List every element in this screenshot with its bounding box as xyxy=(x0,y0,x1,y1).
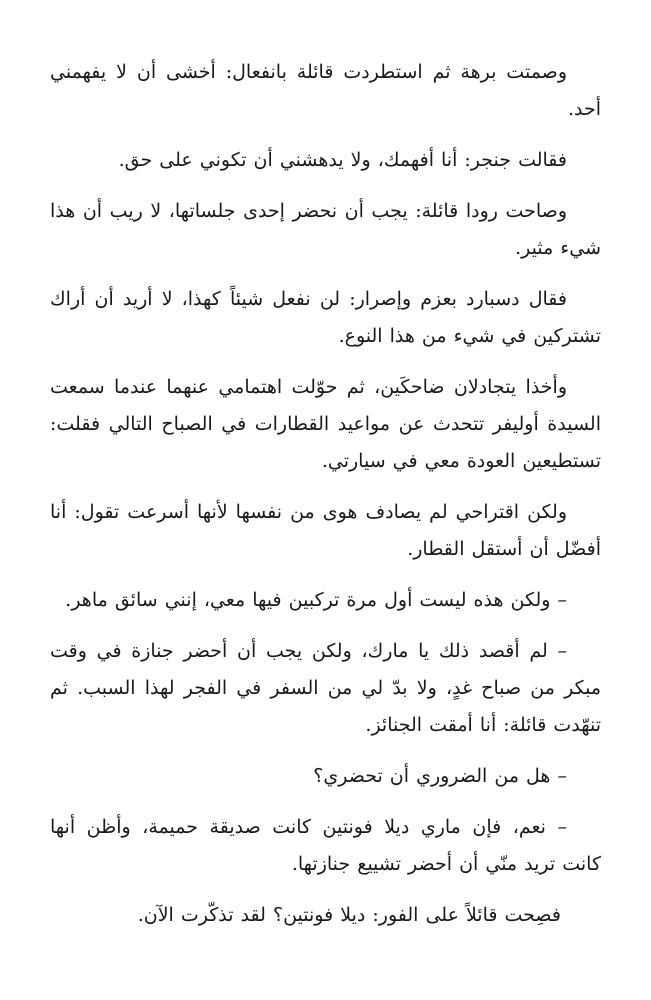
dialogue-line: – لم أقصد ذلك يا مارك، ولكن يجب أن أحضر جنازة في وقت مبكر من صباح غدٍ، ولا بدّ لي من السفر في الفجر لهذا السبب. ثم تنهّدت قائلة: أنا أمقت الجنائز. xyxy=(50,640,601,736)
dialogue-line: – نعم، فإن ماري ديلا فونتين كانت صديقة حميمة، وأظن أنها كانت تريد منّي أن أحضر تشييع جنازتها. xyxy=(50,816,601,875)
dialogue-line: – ولكن هذه ليست أول مرة تركبين فيها معي، إنني سائق ماهر. xyxy=(65,589,567,611)
paragraph: ولكن اقتراحي لم يصادف هوى من نفسها لأنها أسرعت تقول: أنا أفضّل أن أستقل القطار. xyxy=(50,501,601,560)
paragraph: وصاحت رودا قائلة: يجب أن نحضر إحدى جلساتها، لا ريب أن هذا شيء مثير. xyxy=(50,200,601,259)
book-page-text xyxy=(50,54,601,948)
paragraph: فقال دسبارد بعزم وإصرار: لن نفعل شيئاً كهذا، لا أريد أن أراك تشتركين في شيء من هذا النوع. xyxy=(50,288,601,347)
paragraph: وأخذا يتجادلان ضاحكَين، ثم حوّلت اهتمامي عنهما عندما سمعت السيدة أوليفر تتحدث عن مواعيد القطارات في الصباح التالي فقلت: تستطيعين العودة معي في سيارتي. xyxy=(50,376,601,472)
paragraph: وصمتت برهة ثم استطردت قائلة بانفعال: أخشى أن لا يفهمني أحد. xyxy=(50,61,601,120)
dialogue-line: – هل من الضروري أن تحضري؟ xyxy=(313,765,567,787)
paragraph: فقالت جنجر: أنا أفهمك، ولا يدهشني أن تكوني على حق. xyxy=(118,149,567,171)
paragraph: فصِحت قائلاً على الفور: ديلا فونتين؟ لقد تذكّرت الآن. xyxy=(137,904,561,926)
